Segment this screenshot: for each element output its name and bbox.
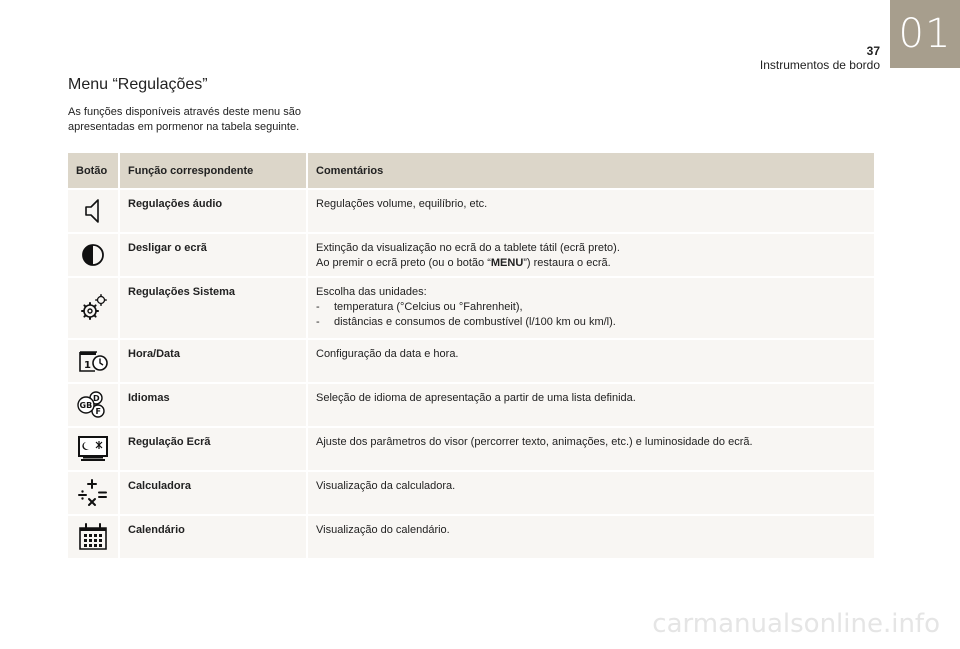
chapter-tab: 01 xyxy=(890,0,960,68)
calculator-icon xyxy=(75,478,111,508)
lang-label-f: F xyxy=(95,407,101,416)
table-row xyxy=(68,382,874,426)
display-settings-icon xyxy=(77,435,109,463)
header-function: Função correspondente xyxy=(120,153,308,188)
language-bubbles-icon xyxy=(75,390,111,420)
bullet-item: - temperatura (°Celcius ou °Fahrenheit), xyxy=(316,301,523,313)
comment: Extinção da visualização no ecrã do a tablete tátil (ecrã preto). Ao premir o ecrã preto (ou o botão “MENU”) restaura o ecrã. xyxy=(308,232,874,276)
table-row xyxy=(68,470,874,514)
lang-label-gb: GB xyxy=(79,401,93,410)
calendar-clock-icon xyxy=(77,348,109,374)
page-number: 37 xyxy=(866,44,880,58)
table-row xyxy=(68,514,874,558)
function-name: Calendário xyxy=(120,514,308,558)
calendar-icon xyxy=(77,522,109,552)
function-name: Desligar o ecrã xyxy=(120,232,308,276)
header-comments: Comentários xyxy=(308,153,874,188)
table-row xyxy=(68,276,874,338)
comment: Ajuste dos parâmetros do visor (percorrer texto, animações, etc.) e luminosidade do ecrã. xyxy=(308,426,874,470)
icon-cell xyxy=(68,232,120,276)
settings-table xyxy=(68,153,874,558)
function-name: Idiomas xyxy=(120,382,308,426)
comment: Visualização do calendário. xyxy=(308,514,874,558)
comment: Escolha das unidades: - temperatura (°Celcius ou °Fahrenheit), - distâncias e consumos de combustível (l/100 km ou km/l). xyxy=(308,276,874,338)
lang-label-d: D xyxy=(93,394,100,403)
icon-cell xyxy=(68,470,120,514)
chapter-title: Instrumentos de bordo xyxy=(759,58,880,72)
speaker-icon xyxy=(80,196,106,226)
icon-cell xyxy=(68,338,120,382)
gears-icon xyxy=(78,293,108,323)
half-circle-screen-off-icon xyxy=(80,242,106,268)
icon-cell xyxy=(68,188,120,232)
calendar-day-number: 1 xyxy=(84,360,91,371)
function-name: Regulações Sistema xyxy=(120,276,308,338)
function-name: Regulações áudio xyxy=(120,188,308,232)
icon-cell xyxy=(68,514,120,558)
comment: Seleção de idioma de apresentação a partir de uma lista definida. xyxy=(308,382,874,426)
menu-keyword: MENU xyxy=(490,257,524,269)
function-name: Regulação Ecrã xyxy=(120,426,308,470)
table-row xyxy=(68,338,874,382)
comment: Visualização da calculadora. xyxy=(308,470,874,514)
watermark: carmanualsonline.info xyxy=(652,609,940,639)
function-name: Calculadora xyxy=(120,470,308,514)
comment: Regulações volume, equilíbrio, etc. xyxy=(308,188,874,232)
header-button: Botão xyxy=(68,153,120,188)
function-name: Hora/Data xyxy=(120,338,308,382)
icon-cell xyxy=(68,382,120,426)
intro-text: As funções disponíveis através deste menu são apresentadas em pormenor na tabela seguinte. xyxy=(68,106,301,133)
table-row xyxy=(68,426,874,470)
icon-cell xyxy=(68,426,120,470)
comment: Configuração da data e hora. xyxy=(308,338,874,382)
table-row xyxy=(68,188,874,232)
table-header-row xyxy=(68,153,874,188)
section-title: Menu “Regulações” xyxy=(68,76,208,93)
icon-cell xyxy=(68,276,120,338)
table-row xyxy=(68,232,874,276)
bullet-item: - distâncias e consumos de combustível (l/100 km ou km/l). xyxy=(316,316,616,328)
